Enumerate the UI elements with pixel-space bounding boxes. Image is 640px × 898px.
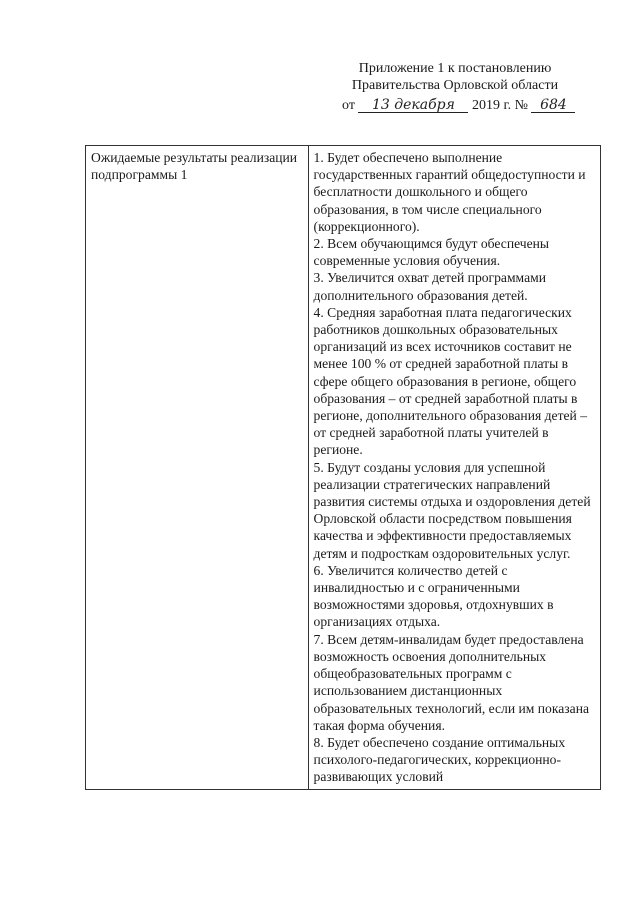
appendix-authority: Правительства Орловской области [351, 78, 559, 93]
handwritten-number: 684 [531, 98, 575, 113]
row-label: Ожидаемые результаты реализации подпрограммы 1 [91, 150, 298, 183]
decree-date-line [342, 97, 592, 114]
table-row [86, 146, 601, 790]
results-table [85, 145, 601, 790]
result-item: 6. Увеличится количество детей с инвалидностью и с ограниченными возможностями здоровья, отдохнувших в организациях отдыха. [313, 562, 554, 630]
result-item: 8. Будет обеспечено создание оптимальных психолого-педагогических, коррекционно-развивающих условий [313, 734, 566, 785]
handwritten-date: 13 декабря [358, 98, 468, 113]
result-item: 5. Будут созданы условия для успешной реализации стратегических направлений развития системы отдыха и оздоровления детей Орловской области посредством повышения качества и эффективности предоставляемых детям и подросткам оздоровительных услуг. [313, 459, 591, 561]
results-cell [308, 146, 600, 790]
year-number-label: 2019 г. № [471, 98, 528, 113]
date-prefix: от [342, 98, 355, 113]
result-item: 7. Всем детям-инвалидам будет предоставлена возможность освоения дополнительных общеобразовательных программ с использованием дистанционных образовательных технологий, если им показана такая форма обучения. [313, 631, 589, 733]
row-label-cell [86, 146, 309, 790]
document-header [330, 60, 580, 94]
result-item: 3. Увеличится охват детей программами дополнительного образования детей. [313, 270, 546, 303]
appendix-title: Приложение 1 к постановлению [358, 61, 552, 76]
result-item: 4. Средняя заработная плата педагогических работников дошкольных образовательных организаций из всех источников составит не менее 100 % от средней заработной платы в сфере общего образования в регионе, общего образования – от средней заработной платы в регионе, дополнительного образования детей – от средней заработной платы учителей в регионе. [313, 304, 588, 458]
result-item: 1. Будет обеспечено выполнение государственных гарантий общедоступности и бесплатности дошкольного и общего образования, в том числе специального (коррекционного). [313, 150, 586, 234]
result-item: 2. Всем обучающимся будут обеспечены современные условия обучения. [313, 236, 550, 269]
